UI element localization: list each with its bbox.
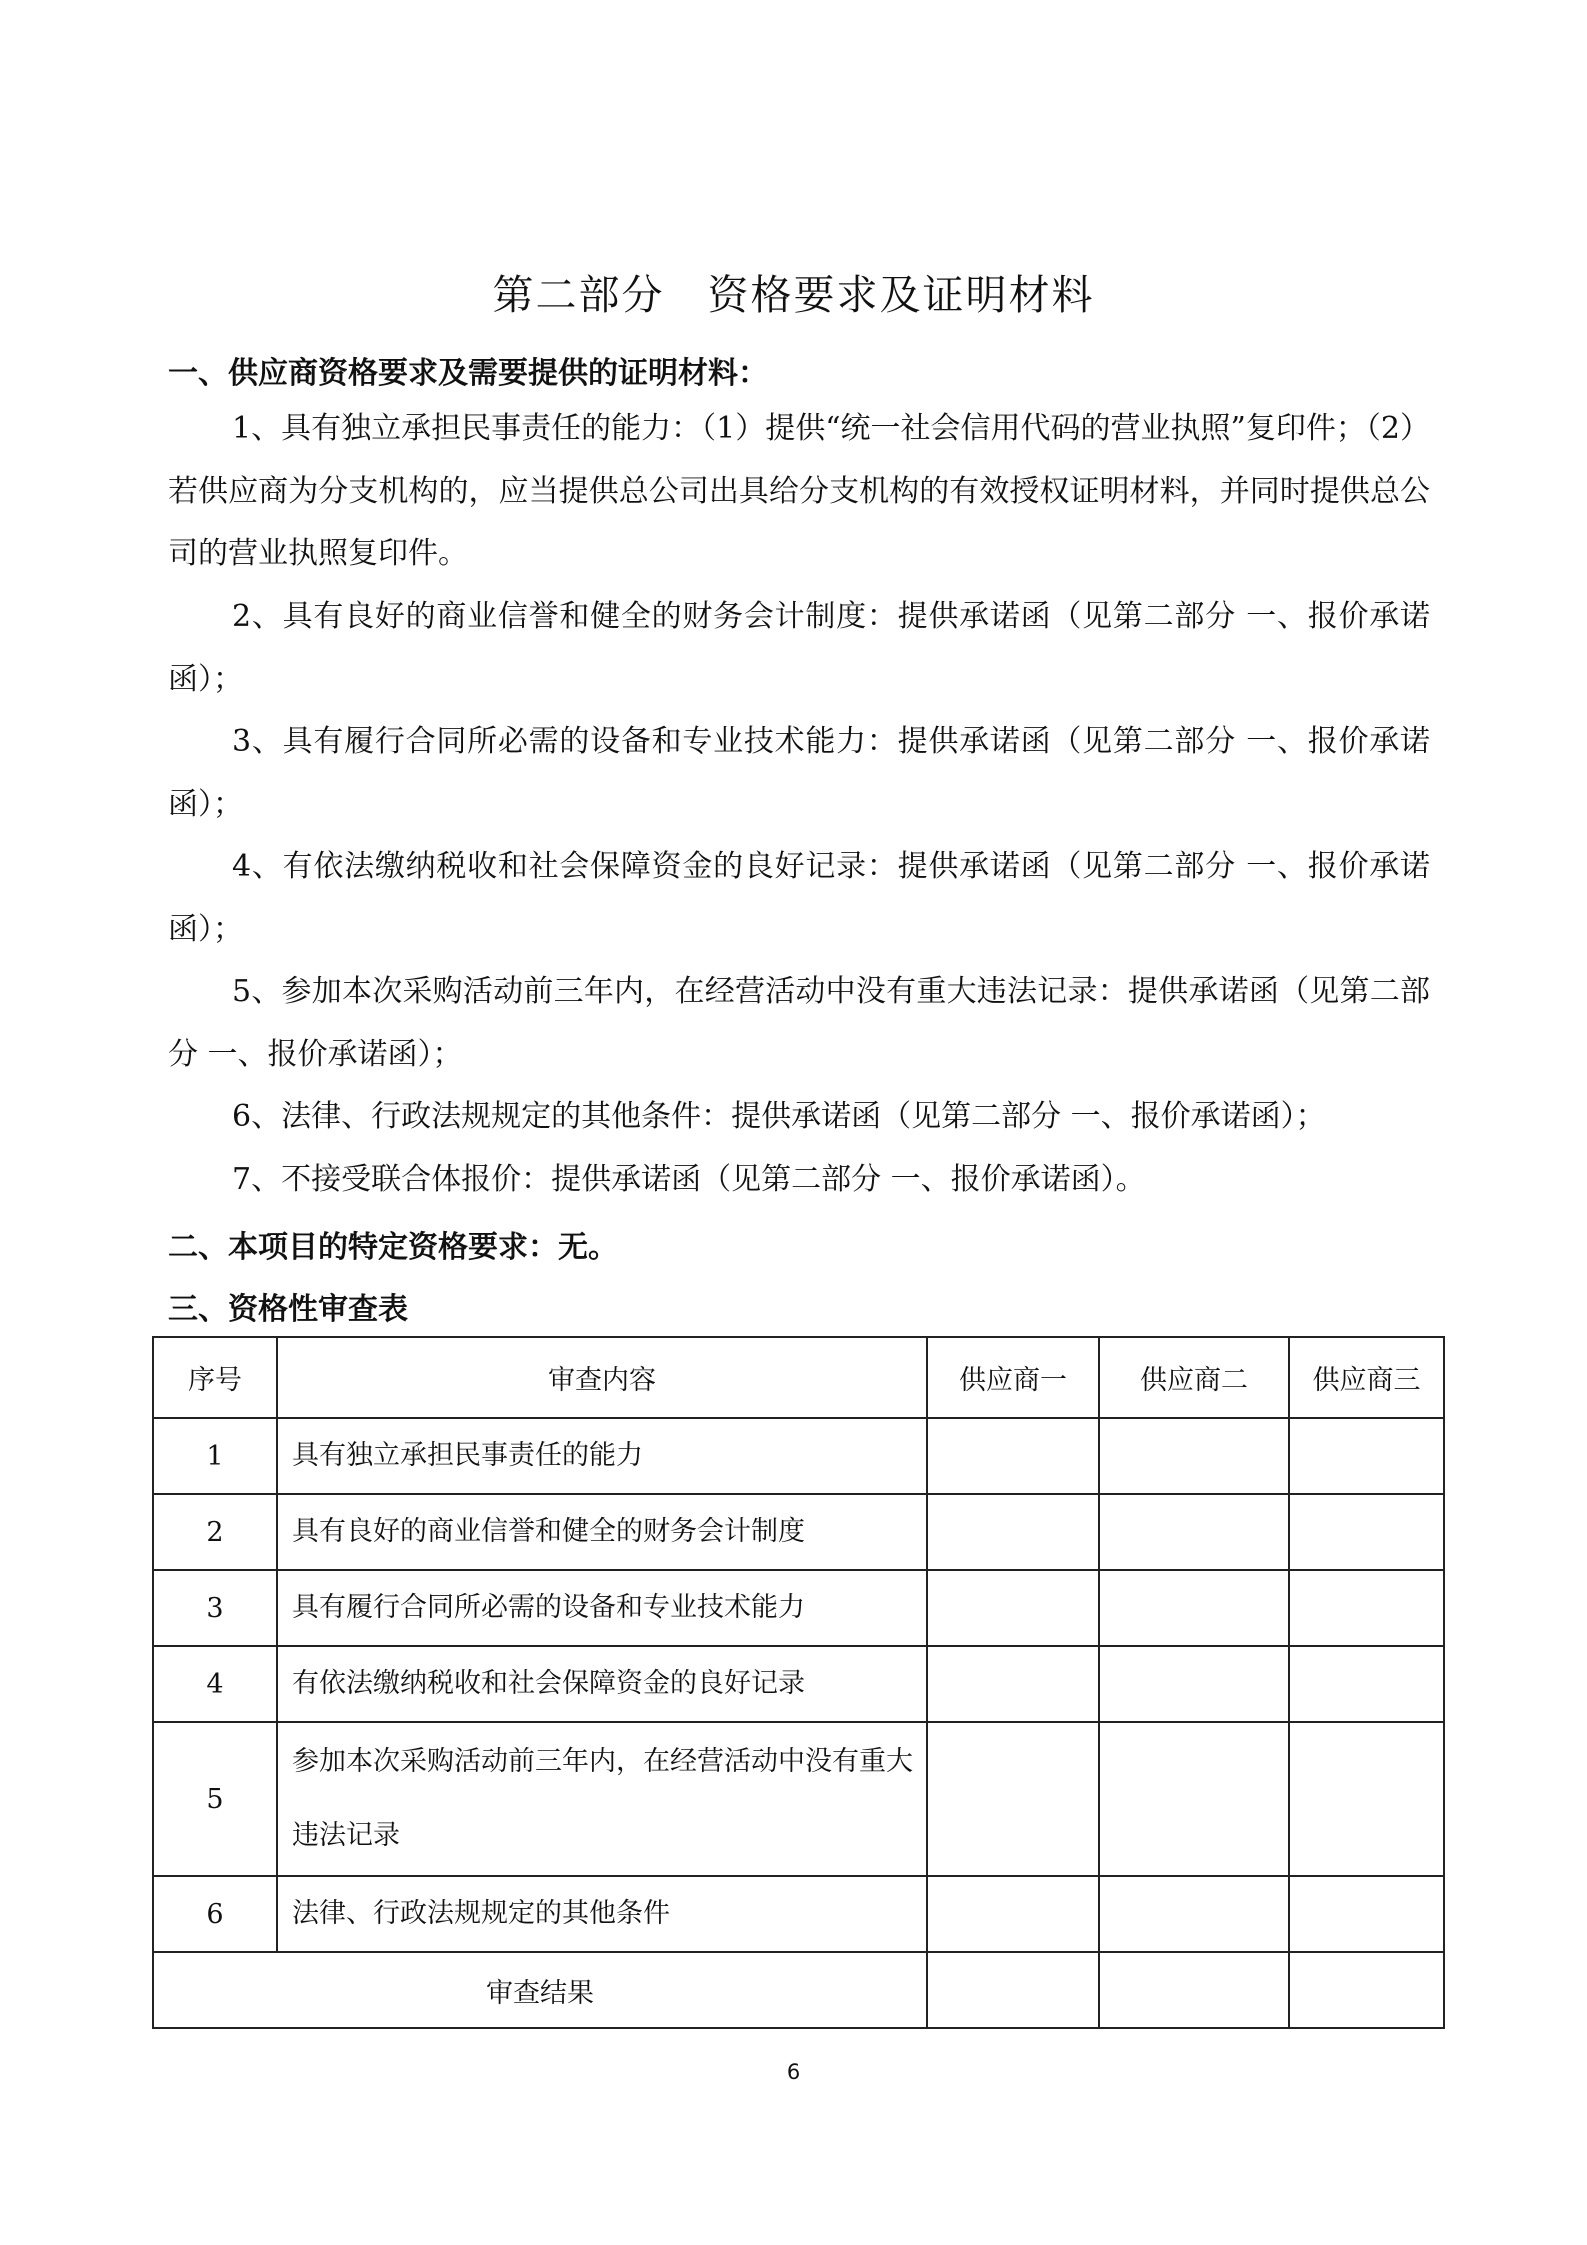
requirement-item-3: 3、具有履行合同所必需的设备和专业技术能力：提供承诺函（见第二部分 一、报价承诺函）； <box>168 724 1430 822</box>
section-heading-supplier-requirements: 一、供应商资格要求及需要提供的证明材料： <box>168 356 768 391</box>
requirement-item-6: 6、法律、行政法规规定的其他条件：提供承诺函（见第二部分 一、报价承诺函）； <box>232 1099 1326 1134</box>
supplier-3-cell <box>1289 1418 1444 1494</box>
column-header-number: 序号 <box>153 1337 277 1418</box>
column-header-supplier-2: 供应商二 <box>1099 1337 1289 1418</box>
supplier-2-cell <box>1099 1722 1289 1876</box>
column-header-content: 审查内容 <box>277 1337 927 1418</box>
table-row <box>153 1418 1444 1494</box>
qualification-review-table <box>152 1336 1445 2029</box>
section-heading-specific-requirements: 二、本项目的特定资格要求：无。 <box>168 1230 618 1265</box>
supplier-1-cell <box>927 1646 1099 1722</box>
supplier-3-cell <box>1289 1876 1444 1952</box>
section-heading-review-table: 三、资格性审查表 <box>168 1292 408 1327</box>
supplier-2-cell <box>1099 1876 1289 1952</box>
row-number: 4 <box>153 1646 277 1722</box>
supplier-3-cell <box>1289 1494 1444 1570</box>
supplier-3-cell <box>1289 1722 1444 1876</box>
page-title: 第二部分 资格要求及证明材料 <box>492 271 1095 319</box>
supplier-3-cell <box>1289 1570 1444 1646</box>
review-result-row <box>153 1952 1444 2028</box>
review-result-label: 审查结果 <box>153 1952 927 2028</box>
row-content: 有依法缴纳税收和社会保障资金的良好记录 <box>277 1646 927 1722</box>
table-row <box>153 1570 1444 1646</box>
requirement-item-2: 2、具有良好的商业信誉和健全的财务会计制度：提供承诺函（见第二部分 一、报价承诺函）； <box>168 599 1430 697</box>
row-number: 1 <box>153 1418 277 1494</box>
row-content: 具有履行合同所必需的设备和专业技术能力 <box>277 1570 927 1646</box>
requirement-item-7: 7、不接受联合体报价：提供承诺函（见第二部分 一、报价承诺函）。 <box>232 1162 1146 1197</box>
row-number: 6 <box>153 1876 277 1952</box>
row-number: 5 <box>153 1722 277 1876</box>
supplier-2-cell <box>1099 1418 1289 1494</box>
row-number: 2 <box>153 1494 277 1570</box>
page-number: 6 <box>786 2060 801 2084</box>
table-header-row <box>153 1337 1444 1418</box>
supplier-2-cell <box>1099 1494 1289 1570</box>
column-header-supplier-3: 供应商三 <box>1289 1337 1444 1418</box>
supplier-1-cell <box>927 1722 1099 1876</box>
table-row <box>153 1722 1444 1876</box>
supplier-3-result-cell <box>1289 1952 1444 2028</box>
row-content: 具有独立承担民事责任的能力 <box>277 1418 927 1494</box>
supplier-1-cell <box>927 1876 1099 1952</box>
supplier-1-cell <box>927 1570 1099 1646</box>
table-row <box>153 1494 1444 1570</box>
requirement-item-1: 1、具有独立承担民事责任的能力：（1）提供“统一社会信用代码的营业执照”复印件；（2）若供应商为分支机构的，应当提供总公司出具给分支机构的有效授权证明材料，并同时提供总公司的营业执照复印件。 <box>168 411 1430 571</box>
supplier-2-cell <box>1099 1646 1289 1722</box>
supplier-2-result-cell <box>1099 1952 1289 2028</box>
requirement-item-5: 5、参加本次采购活动前三年内，在经营活动中没有重大违法记录：提供承诺函（见第二部分 一、报价承诺函）； <box>168 974 1430 1072</box>
table-row <box>153 1876 1444 1952</box>
requirement-item-4: 4、有依法缴纳税收和社会保障资金的良好记录：提供承诺函（见第二部分 一、报价承诺函）； <box>168 849 1430 947</box>
column-header-supplier-1: 供应商一 <box>927 1337 1099 1418</box>
row-content: 具有良好的商业信誉和健全的财务会计制度 <box>277 1494 927 1570</box>
supplier-3-cell <box>1289 1646 1444 1722</box>
supplier-1-cell <box>927 1418 1099 1494</box>
row-number: 3 <box>153 1570 277 1646</box>
table-row <box>153 1646 1444 1722</box>
supplier-1-result-cell <box>927 1952 1099 2028</box>
supplier-2-cell <box>1099 1570 1289 1646</box>
row-content: 参加本次采购活动前三年内，在经营活动中没有重大违法记录 <box>277 1722 927 1876</box>
row-content: 法律、行政法规规定的其他条件 <box>277 1876 927 1952</box>
supplier-1-cell <box>927 1494 1099 1570</box>
